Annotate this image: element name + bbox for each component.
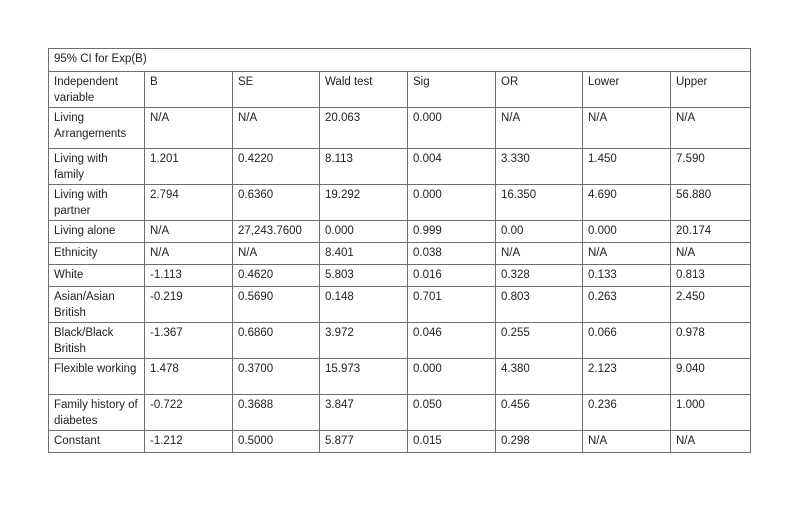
table-row — [49, 149, 751, 185]
cell-se: 0.6860 — [233, 323, 320, 359]
regression-results-table — [48, 48, 751, 453]
cell-upper: N/A — [671, 243, 751, 265]
table-row — [49, 323, 751, 359]
cell-b: -1.367 — [145, 323, 233, 359]
cell-upper: 0.978 — [671, 323, 751, 359]
cell-se: 0.3688 — [233, 395, 320, 431]
header-row — [49, 72, 751, 108]
cell-lower: 0.236 — [583, 395, 671, 431]
cell-sig: 0.050 — [408, 395, 496, 431]
caption-row — [49, 49, 751, 72]
cell-sig: 0.016 — [408, 265, 496, 287]
table-row — [49, 287, 751, 323]
cell-wald: 15.973 — [320, 359, 408, 395]
table-row — [49, 108, 751, 149]
cell-or: 0.00 — [496, 221, 583, 243]
table-row — [49, 265, 751, 287]
cell-wald: 19.292 — [320, 185, 408, 221]
cell-se: 0.3700 — [233, 359, 320, 395]
cell-lower: N/A — [583, 243, 671, 265]
table-caption: 95% CI for Exp(B) — [49, 49, 751, 72]
cell-or: 0.298 — [496, 431, 583, 453]
row-label: Black/Black British — [49, 323, 145, 359]
cell-upper: 2.450 — [671, 287, 751, 323]
cell-se: 27,243.7600 — [233, 221, 320, 243]
header-wald-test: Wald test — [320, 72, 408, 108]
header-b: B — [145, 72, 233, 108]
cell-sig: 0.701 — [408, 287, 496, 323]
cell-b: 1.478 — [145, 359, 233, 395]
row-label: Living with partner — [49, 185, 145, 221]
table-row — [49, 185, 751, 221]
header-sig: Sig — [408, 72, 496, 108]
cell-b: -1.212 — [145, 431, 233, 453]
cell-or: N/A — [496, 108, 583, 149]
cell-upper: 7.590 — [671, 149, 751, 185]
header-lower: Lower — [583, 72, 671, 108]
cell-sig: 0.000 — [408, 108, 496, 149]
header-independent-variable: Independent variable — [49, 72, 145, 108]
cell-se: N/A — [233, 243, 320, 265]
cell-b: N/A — [145, 221, 233, 243]
cell-upper: 0.813 — [671, 265, 751, 287]
row-label: Asian/Asian British — [49, 287, 145, 323]
cell-b: 1.201 — [145, 149, 233, 185]
cell-wald: 20.063 — [320, 108, 408, 149]
cell-or: 3.330 — [496, 149, 583, 185]
cell-b: 2.794 — [145, 185, 233, 221]
cell-wald: 3.847 — [320, 395, 408, 431]
cell-wald: 0.148 — [320, 287, 408, 323]
header-se: SE — [233, 72, 320, 108]
header-or: OR — [496, 72, 583, 108]
cell-upper: N/A — [671, 431, 751, 453]
cell-wald: 8.113 — [320, 149, 408, 185]
cell-sig: 0.004 — [408, 149, 496, 185]
cell-se: 0.5690 — [233, 287, 320, 323]
cell-wald: 5.803 — [320, 265, 408, 287]
cell-upper: N/A — [671, 108, 751, 149]
row-label: Living with family — [49, 149, 145, 185]
header-upper: Upper — [671, 72, 751, 108]
row-label: Ethnicity — [49, 243, 145, 265]
table-row — [49, 221, 751, 243]
cell-lower: 1.450 — [583, 149, 671, 185]
cell-sig: 0.046 — [408, 323, 496, 359]
cell-sig: 0.000 — [408, 185, 496, 221]
cell-lower: N/A — [583, 431, 671, 453]
cell-or: 4.380 — [496, 359, 583, 395]
cell-lower: 2.123 — [583, 359, 671, 395]
row-label: Family history of diabetes — [49, 395, 145, 431]
cell-wald: 3.972 — [320, 323, 408, 359]
row-label: Constant — [49, 431, 145, 453]
cell-b: -1.113 — [145, 265, 233, 287]
cell-or: 0.328 — [496, 265, 583, 287]
table-row — [49, 431, 751, 453]
cell-or: 16.350 — [496, 185, 583, 221]
cell-upper: 56.880 — [671, 185, 751, 221]
cell-lower: 0.263 — [583, 287, 671, 323]
cell-lower: N/A — [583, 108, 671, 149]
cell-or: 0.456 — [496, 395, 583, 431]
table-row — [49, 395, 751, 431]
cell-sig: 0.015 — [408, 431, 496, 453]
cell-lower: 0.000 — [583, 221, 671, 243]
cell-upper: 1.000 — [671, 395, 751, 431]
cell-b: -0.722 — [145, 395, 233, 431]
table-row — [49, 359, 751, 395]
cell-sig: 0.999 — [408, 221, 496, 243]
cell-sig: 0.038 — [408, 243, 496, 265]
cell-upper: 20.174 — [671, 221, 751, 243]
cell-or: 0.255 — [496, 323, 583, 359]
cell-lower: 0.066 — [583, 323, 671, 359]
cell-se: 0.5000 — [233, 431, 320, 453]
cell-wald: 5.877 — [320, 431, 408, 453]
cell-or: 0.803 — [496, 287, 583, 323]
cell-se: N/A — [233, 108, 320, 149]
regression-table-container — [48, 48, 750, 453]
table-row — [49, 243, 751, 265]
cell-sig: 0.000 — [408, 359, 496, 395]
cell-b: -0.219 — [145, 287, 233, 323]
cell-lower: 0.133 — [583, 265, 671, 287]
cell-lower: 4.690 — [583, 185, 671, 221]
row-label: White — [49, 265, 145, 287]
cell-upper: 9.040 — [671, 359, 751, 395]
row-label: Living Arrangements — [49, 108, 145, 149]
cell-wald: 0.000 — [320, 221, 408, 243]
cell-se: 0.6360 — [233, 185, 320, 221]
cell-b: N/A — [145, 108, 233, 149]
row-label: Flexible working — [49, 359, 145, 395]
cell-se: 0.4620 — [233, 265, 320, 287]
row-label: Living alone — [49, 221, 145, 243]
cell-or: N/A — [496, 243, 583, 265]
cell-se: 0.4220 — [233, 149, 320, 185]
cell-b: N/A — [145, 243, 233, 265]
cell-wald: 8.401 — [320, 243, 408, 265]
